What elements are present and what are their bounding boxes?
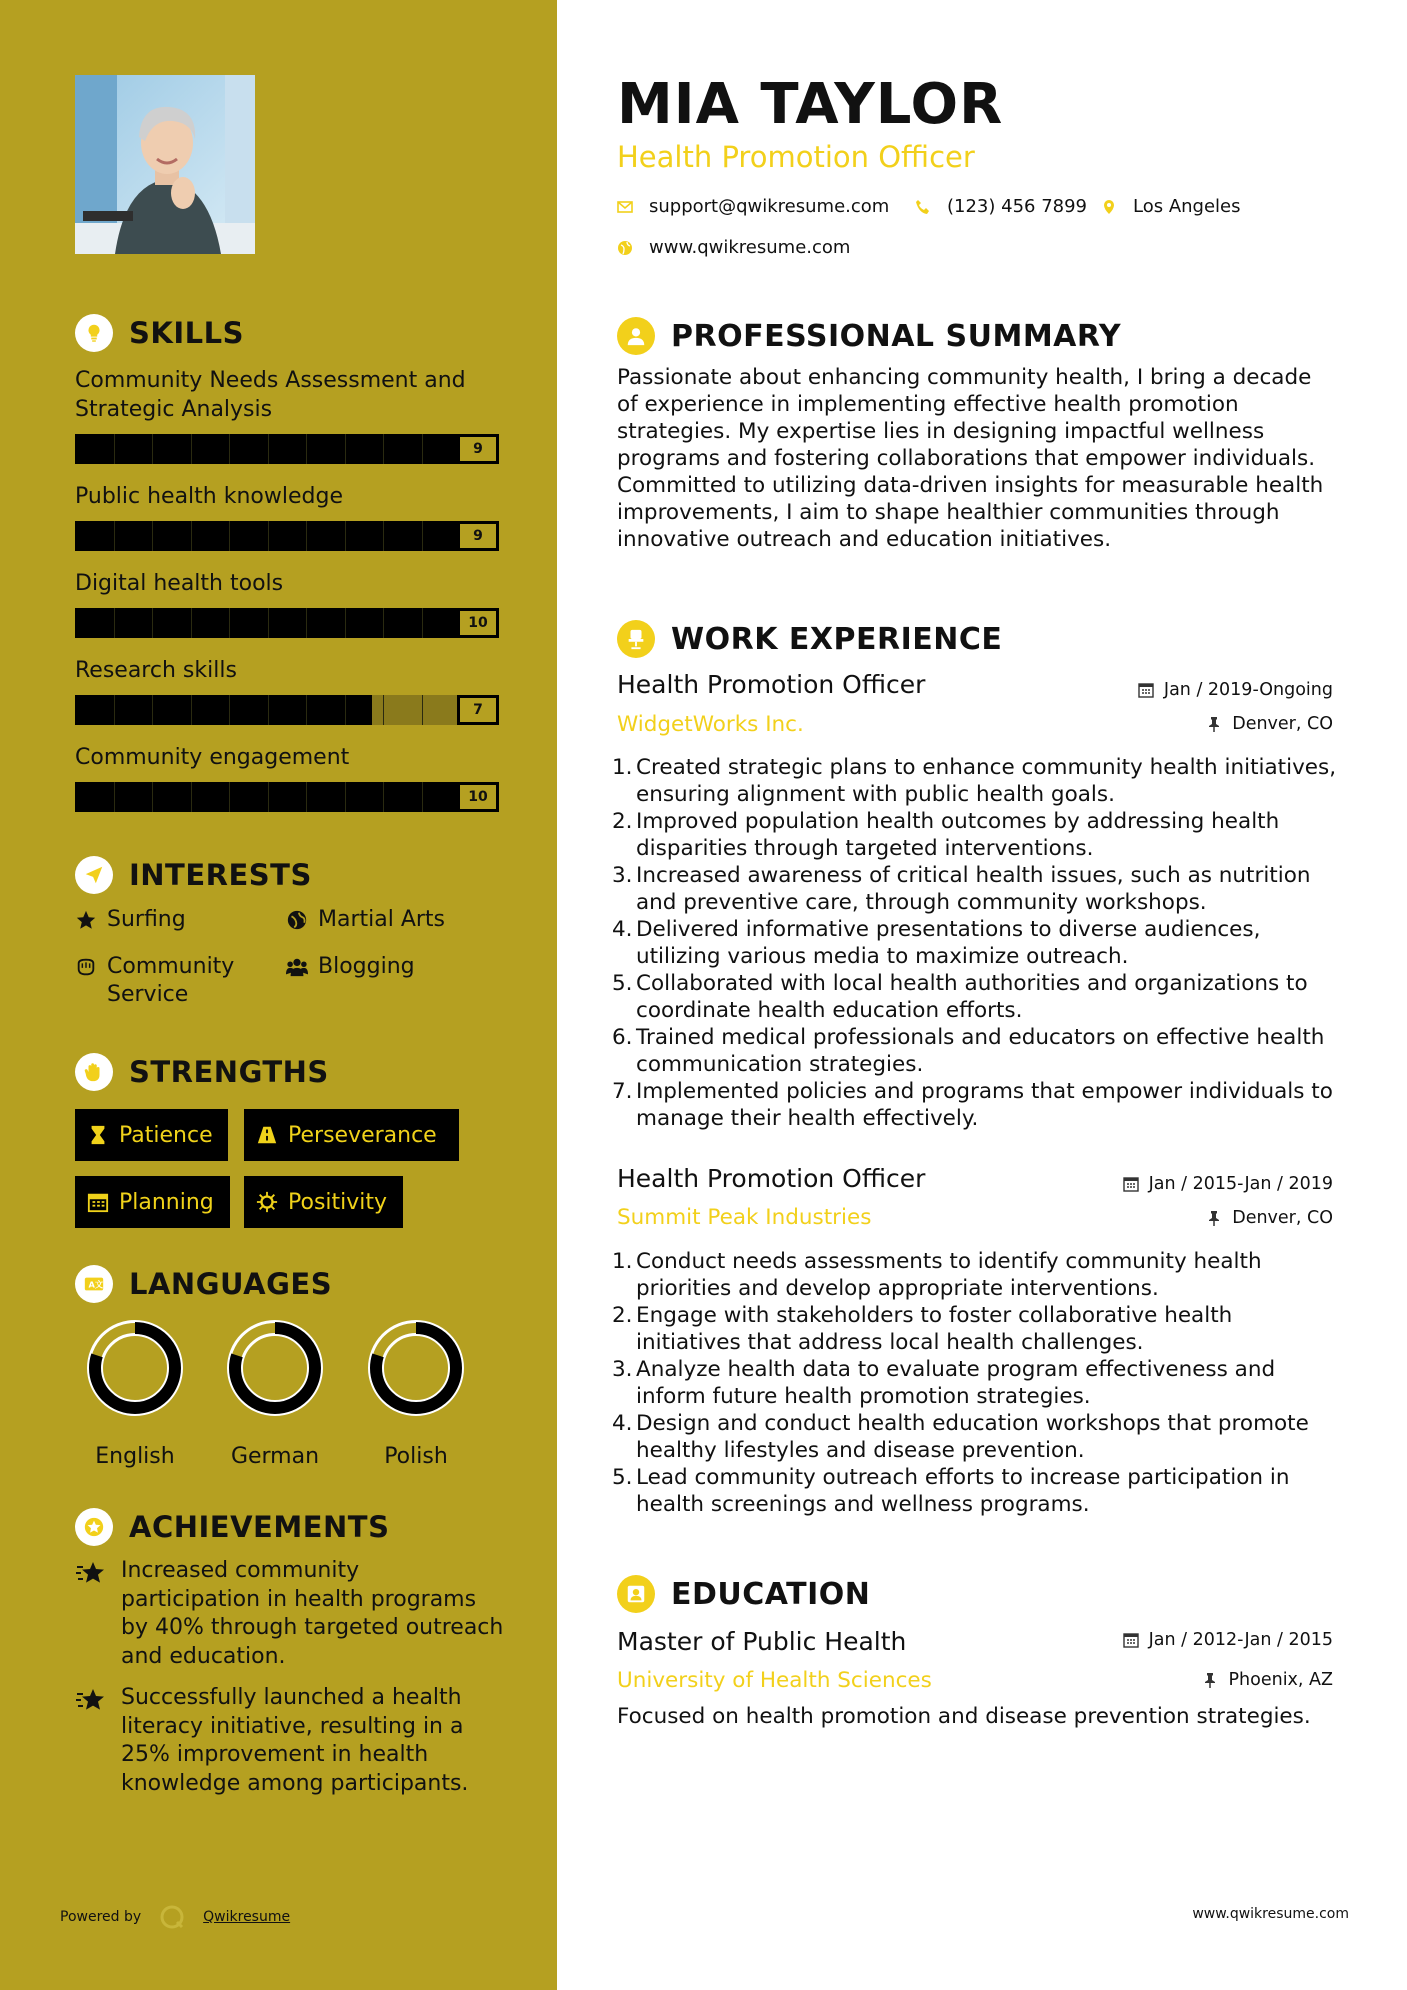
list-number: 4. <box>612 917 633 942</box>
skill-bar-segment <box>229 782 230 812</box>
skill-bar-segment <box>152 521 153 551</box>
interest-item <box>286 906 486 934</box>
skill-score: 9 <box>457 434 499 464</box>
interest-item <box>75 906 275 934</box>
list-item <box>612 916 1342 970</box>
svg-text:A: A <box>88 1279 95 1290</box>
skill-bar-segment <box>229 608 230 638</box>
job-location-text: Denver, CO <box>1232 714 1333 734</box>
strength-label: Positivity <box>288 1189 388 1215</box>
skill-bar-segment <box>268 521 269 551</box>
interests-title: INTERESTS <box>129 858 312 892</box>
summary-text: Passionate about enhancing community health, I bring a decade of experience in implementing effective health promotion strategies. My expertise lies in designing impactful wellness programs and fostering collaborations that empower individuals. Committed to utilizing data-driven insights for measurable health improvements, I aim to shape healthier communities through innovative outreach and education initiatives. <box>617 365 1324 552</box>
qwikresume-logo-icon <box>159 1904 185 1930</box>
location-text: Los Angeles <box>1133 196 1241 217</box>
skill-bar-segment <box>383 695 384 725</box>
education-dates-text: Jan / 2012-Jan / 2015 <box>1148 1630 1333 1650</box>
users-icon <box>286 956 308 978</box>
languages-title: LANGUAGES <box>129 1267 333 1301</box>
phone-icon <box>915 199 931 215</box>
education-location-text: Phoenix, AZ <box>1228 1670 1333 1690</box>
strengths-title: STRENGTHS <box>129 1055 329 1089</box>
road-icon <box>256 1124 278 1146</box>
globe-icon <box>286 909 308 931</box>
contact-phone[interactable] <box>915 196 1087 217</box>
skill-item <box>75 482 499 551</box>
contact-location <box>1101 196 1241 217</box>
skill-bar-segment <box>383 608 384 638</box>
list-number: 7. <box>612 1079 633 1104</box>
education-header <box>617 1575 870 1613</box>
language-item <box>351 1320 481 1469</box>
phone-text: (123) 456 7899 <box>947 196 1088 217</box>
achievement-item <box>75 1684 505 1798</box>
skill-bar-segment <box>422 695 423 725</box>
skill-bar-segment <box>268 608 269 638</box>
skill-name: Public health knowledge <box>75 484 343 509</box>
powered-by-label: Powered by <box>60 1909 142 1925</box>
list-number: 6. <box>612 1025 633 1050</box>
job-dates <box>1123 1174 1333 1194</box>
skill-score: 9 <box>457 521 499 551</box>
skill-bar <box>75 521 499 551</box>
interest-item <box>75 953 255 1009</box>
language-label: Polish <box>384 1444 448 1469</box>
skill-bar-segment <box>306 608 307 638</box>
list-item <box>612 1078 1342 1132</box>
calendar-icon <box>1123 1176 1139 1192</box>
skill-item <box>75 569 499 638</box>
pushpin-icon <box>1206 1210 1222 1226</box>
job-location <box>1206 1208 1333 1228</box>
skill-score: 10 <box>457 782 499 812</box>
skill-bar-fill <box>75 695 372 725</box>
skill-bar-segment <box>345 695 346 725</box>
skill-bar-segment <box>306 695 307 725</box>
list-text: Conduct needs assessments to identify community health priorities and develop appropriate interventions. <box>636 1249 1262 1301</box>
list-item <box>612 1356 1342 1410</box>
list-text: Delivered informative presentations to diverse audiences, utilizing various media to maximize outreach. <box>636 917 1261 969</box>
achievement-text: Successfully launched a health literacy initiative, resulting in a 25% improvement in health knowledge among participants. <box>121 1685 469 1796</box>
list-text: Improved population health outcomes by addressing health disparities through targeted interventions. <box>636 809 1280 861</box>
list-item <box>612 808 1342 862</box>
job-dates-text: Jan / 2019-Ongoing <box>1163 680 1333 700</box>
skill-bar-segment <box>268 434 269 464</box>
skill-bar-segment <box>114 608 115 638</box>
skill-bar <box>75 608 499 638</box>
interest-item <box>286 953 486 981</box>
calendar-icon <box>1138 682 1154 698</box>
skill-score: 7 <box>457 695 499 725</box>
education-dates <box>1123 1630 1333 1650</box>
skill-bar-segment <box>422 782 423 812</box>
skill-bar-segment <box>114 434 115 464</box>
job-title: Health Promotion Officer <box>617 1164 926 1193</box>
language-item <box>70 1320 200 1469</box>
powered-by <box>60 1904 290 1930</box>
skill-item <box>75 366 499 464</box>
list-text: Lead community outreach efforts to increase participation in health screenings and wellness programs. <box>636 1465 1290 1517</box>
calendar-icon <box>87 1191 109 1213</box>
skill-bar-segment <box>306 521 307 551</box>
skill-bar-segment <box>345 434 346 464</box>
language-label: English <box>95 1444 175 1469</box>
language-item <box>210 1320 340 1469</box>
skill-bar-segment <box>152 782 153 812</box>
experience-title: WORK EXPERIENCE <box>671 621 1003 657</box>
skills-header <box>75 314 244 352</box>
skill-bar-fill <box>75 782 499 812</box>
languages-header <box>75 1265 332 1303</box>
hourglass-icon <box>87 1124 109 1146</box>
strengths-header <box>75 1053 329 1091</box>
skill-name: Digital health tools <box>75 571 284 596</box>
map-pin-icon <box>1101 199 1117 215</box>
user-icon <box>617 317 655 355</box>
list-text: Trained medical professionals and educators on effective health communication strategies. <box>636 1025 1325 1077</box>
job-bullets <box>612 754 1342 1132</box>
skill-bar-segment <box>191 782 192 812</box>
skill-bar-segment <box>268 695 269 725</box>
achievements-title: ACHIEVEMENTS <box>129 1510 390 1544</box>
email-text: support@qwikresume.com <box>649 196 890 217</box>
skill-bar-segment <box>114 782 115 812</box>
skill-item <box>75 656 499 725</box>
skill-bar-fill <box>75 434 457 464</box>
skills-title: SKILLS <box>129 316 244 350</box>
education-description: Focused on health promotion and disease prevention strategies. <box>617 1704 1311 1729</box>
skill-bar-segment <box>229 434 230 464</box>
list-number: 3. <box>612 863 633 888</box>
achievements-header <box>75 1508 389 1546</box>
star-burst-icon <box>75 1686 107 1714</box>
star-badge-icon <box>75 1508 113 1546</box>
interest-label: Community Service <box>107 954 235 1007</box>
candidate-role: Health Promotion Officer <box>617 140 975 174</box>
list-item <box>612 1464 1342 1518</box>
achievement-item <box>75 1557 505 1671</box>
list-text: Created strategic plans to enhance community health initiatives, ensuring alignment with public health goals. <box>636 755 1337 807</box>
skill-bar-segment <box>345 521 346 551</box>
job-company: WidgetWorks Inc. <box>617 712 804 737</box>
lightbulb-icon <box>75 314 113 352</box>
list-item <box>612 862 1342 916</box>
list-text: Engage with stakeholders to foster collaborative health initiatives that address local health challenges. <box>636 1303 1233 1355</box>
skill-bar-segment <box>191 434 192 464</box>
language-donut <box>87 1320 183 1416</box>
list-item <box>612 1410 1342 1464</box>
job-title: Health Promotion Officer <box>617 670 926 699</box>
skill-bar-segment <box>114 695 115 725</box>
interest-label: Blogging <box>318 954 415 979</box>
experience-header <box>617 620 1002 658</box>
skill-bar-segment <box>152 608 153 638</box>
qwikresume-link[interactable]: Qwikresume <box>203 1909 291 1925</box>
skill-bar-segment <box>152 434 153 464</box>
skill-bar-segment <box>152 695 153 725</box>
list-text: Increased awareness of critical health issues, such as nutrition and preventive care, through community workshops. <box>636 863 1311 915</box>
list-item <box>612 1302 1342 1356</box>
website-text: www.qwikresume.com <box>649 237 851 258</box>
job-location-text: Denver, CO <box>1232 1208 1333 1228</box>
list-text: Analyze health data to evaluate program effectiveness and inform future health promotion strategies. <box>636 1357 1276 1409</box>
calendar-icon <box>1123 1632 1139 1648</box>
skill-bar-segment <box>422 608 423 638</box>
footer-url[interactable]: www.qwikresume.com <box>1192 1906 1349 1922</box>
strength-label: Perseverance <box>288 1122 437 1148</box>
skill-item <box>75 743 499 812</box>
job-dates <box>1138 680 1333 700</box>
list-text: Design and conduct health education workshops that promote healthy lifestyles and disease prevention. <box>636 1411 1309 1463</box>
education-title: EDUCATION <box>671 1576 871 1612</box>
pushpin-icon <box>1202 1672 1218 1688</box>
skill-bar-segment <box>383 434 384 464</box>
skill-bar-segment <box>306 434 307 464</box>
strength-chip <box>244 1109 459 1161</box>
sun-icon <box>256 1191 278 1213</box>
school-name: University of Health Sciences <box>617 1668 932 1693</box>
skill-name: Research skills <box>75 658 237 683</box>
list-number: 1. <box>612 755 633 780</box>
skill-bar <box>75 695 499 725</box>
skill-bar-segment <box>422 434 423 464</box>
skill-name: Community engagement <box>75 745 350 770</box>
skill-bar-fill <box>75 608 499 638</box>
skill-bar-segment <box>345 608 346 638</box>
interest-label: Surfing <box>107 907 186 932</box>
interest-label: Martial Arts <box>318 907 446 932</box>
language-label: German <box>230 1444 320 1469</box>
list-item <box>612 1024 1342 1078</box>
skill-bar-segment <box>229 521 230 551</box>
globe-icon <box>617 240 633 256</box>
chair-icon <box>617 620 655 658</box>
list-item <box>612 1248 1342 1302</box>
skill-bar-segment <box>114 521 115 551</box>
strength-label: Planning <box>119 1189 214 1215</box>
skill-bar-segment <box>383 782 384 812</box>
interests-header <box>75 856 312 894</box>
summary-header <box>617 317 1121 355</box>
skill-bar-segment <box>383 521 384 551</box>
skill-bar-segment <box>268 782 269 812</box>
graduate-icon <box>617 1575 655 1613</box>
skill-bar-segment <box>191 608 192 638</box>
list-number: 1. <box>612 1249 633 1274</box>
skill-bar-segment <box>422 521 423 551</box>
skill-bar-segment <box>191 521 192 551</box>
skill-name: Community Needs Assessment and Strategic Analysis <box>75 368 466 422</box>
list-number: 5. <box>612 971 633 996</box>
degree-title: Master of Public Health <box>617 1627 907 1656</box>
contact-website[interactable] <box>617 237 850 258</box>
star-icon <box>75 909 97 931</box>
list-number: 2. <box>612 809 633 834</box>
skill-bar <box>75 434 499 464</box>
skill-bar-segment <box>306 782 307 812</box>
education-location <box>1202 1670 1333 1690</box>
job-location <box>1206 714 1333 734</box>
contact-email[interactable] <box>617 196 889 217</box>
profile-photo <box>75 75 255 254</box>
svg-text:文: 文 <box>94 1279 104 1290</box>
hand-icon <box>75 956 97 978</box>
list-text: Collaborated with local health authorities and organizations to coordinate health education efforts. <box>636 971 1308 1023</box>
list-item <box>612 970 1342 1024</box>
list-number: 2. <box>612 1303 633 1328</box>
list-number: 3. <box>612 1357 633 1382</box>
language-donut <box>227 1320 323 1416</box>
envelope-icon <box>617 199 633 215</box>
list-number: 4. <box>612 1411 633 1436</box>
list-text: Implemented policies and programs that empower individuals to manage their health effectively. <box>636 1079 1333 1131</box>
job-dates-text: Jan / 2015-Jan / 2019 <box>1148 1174 1333 1194</box>
list-number: 5. <box>612 1465 633 1490</box>
candidate-name: MIA TAYLOR <box>617 72 1004 137</box>
pushpin-icon <box>1206 716 1222 732</box>
list-item <box>612 754 1342 808</box>
translate-icon <box>75 1265 113 1303</box>
language-donut <box>368 1320 464 1416</box>
strength-chip <box>75 1176 230 1228</box>
hand-icon <box>75 1053 113 1091</box>
strength-chip <box>244 1176 403 1228</box>
skill-bar-segment <box>191 695 192 725</box>
achievement-text: Increased community participation in health programs by 40% through targeted outreach and education. <box>121 1558 504 1669</box>
job-company: Summit Peak Industries <box>617 1205 872 1230</box>
strength-label: Patience <box>119 1122 213 1148</box>
skill-score: 10 <box>457 608 499 638</box>
strength-chip <box>75 1109 228 1161</box>
skill-bar-segment <box>345 782 346 812</box>
skill-bar <box>75 782 499 812</box>
skill-bar-segment <box>229 695 230 725</box>
skill-bar-fill <box>75 521 457 551</box>
star-burst-icon <box>75 1559 107 1587</box>
paper-plane-icon <box>75 856 113 894</box>
job-bullets <box>612 1248 1342 1518</box>
summary-title: PROFESSIONAL SUMMARY <box>671 318 1122 354</box>
